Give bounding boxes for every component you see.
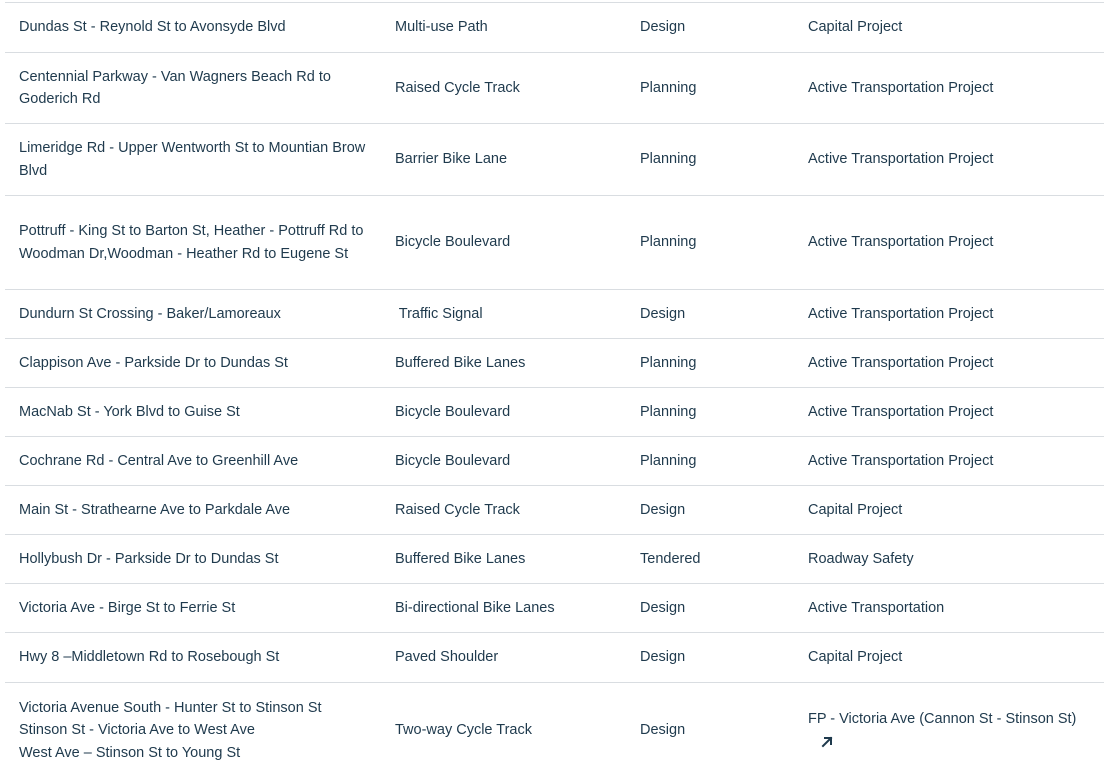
table-row — [5, 437, 1104, 486]
status-cell: Planning — [640, 234, 697, 251]
location-cell: Dundas St - Reynold St to Avonsyde Blvd — [19, 19, 286, 36]
location-cell: Hollybush Dr - Parkside Dr to Dundas St — [19, 550, 279, 567]
table-row — [5, 683, 1104, 778]
location-cell — [5, 697, 380, 765]
facility-cell: Raised Cycle Track — [395, 501, 520, 518]
facility-cell: Barrier Bike Lane — [395, 151, 508, 168]
facility-cell: Bicycle Boulevard — [395, 234, 511, 251]
projects-table — [5, 2, 1104, 778]
location-cell: Limeridge Rd - Upper Wentworth St to Mountian Brow Blvd — [19, 140, 366, 179]
location-line: West Ave – Stinson St to Young St — [19, 744, 241, 761]
table-row — [5, 584, 1104, 633]
table-row — [5, 196, 1104, 290]
status-cell: Design — [640, 305, 686, 322]
table-row — [5, 388, 1104, 437]
facility-cell: Buffered Bike Lanes — [395, 550, 526, 567]
table-row — [5, 535, 1104, 584]
status-cell: Design — [640, 599, 686, 616]
program-cell: Active Transportation Project — [808, 403, 994, 420]
facility-cell: Traffic Signal — [395, 305, 483, 322]
location-cell: Main St - Strathearne Ave to Parkdale Ave — [19, 501, 291, 518]
program-cell: Roadway Safety — [808, 550, 914, 567]
program-cell: Active Transportation Project — [808, 79, 994, 96]
program-cell: Capital Project — [808, 19, 903, 36]
table-row — [5, 633, 1104, 683]
program-cell: Capital Project — [808, 501, 903, 518]
location-cell: Cochrane Rd - Central Ave to Greenhill Ave — [19, 452, 299, 469]
facility-cell: Two-way Cycle Track — [395, 722, 532, 739]
program-cell: Capital Project — [808, 649, 903, 666]
status-cell: Planning — [640, 151, 697, 168]
program-cell: Active Transportation Project — [808, 452, 994, 469]
location-line: Stinson St - Victoria Ave to West Ave — [19, 722, 255, 739]
program-cell — [793, 708, 1104, 753]
facility-cell: Multi-use Path — [395, 19, 488, 36]
program-link-label: FP - Victoria Ave (Cannon St - Stinson St) — [808, 711, 1077, 727]
table-row — [5, 290, 1104, 339]
facility-cell: Buffered Bike Lanes — [395, 354, 526, 371]
location-cell: Dundurn St Crossing - Baker/Lamoreaux — [19, 305, 281, 322]
table-row — [5, 486, 1104, 535]
location-cell: Victoria Ave - Birge St to Ferrie St — [19, 599, 236, 616]
program-link[interactable] — [808, 711, 1076, 750]
status-cell: Design — [640, 649, 686, 666]
location-cell: Clappison Ave - Parkside Dr to Dundas St — [19, 354, 288, 371]
facility-cell: Bicycle Boulevard — [395, 452, 511, 469]
program-cell: Active Transportation Project — [808, 234, 994, 251]
location-cell: Centennial Parkway - Van Wagners Beach Rd to Goderich Rd — [19, 68, 331, 107]
facility-cell: Raised Cycle Track — [395, 79, 520, 96]
facility-cell: Bicycle Boulevard — [395, 403, 511, 420]
table-row — [5, 124, 1104, 196]
facility-cell: Bi-directional Bike Lanes — [395, 599, 555, 616]
status-cell: Tendered — [640, 550, 701, 567]
table-row — [5, 339, 1104, 388]
program-cell: Active Transportation Project — [808, 305, 994, 322]
location-line: Victoria Avenue South - Hunter St to Stinson St — [19, 699, 322, 716]
program-cell: Active Transportation Project — [808, 151, 994, 168]
external-link-arrow-icon — [820, 735, 834, 749]
status-cell: Planning — [640, 452, 697, 469]
table-row — [5, 3, 1104, 53]
status-cell: Planning — [640, 79, 697, 96]
program-cell: Active Transportation Project — [808, 354, 994, 371]
status-cell: Design — [640, 722, 686, 739]
program-cell: Active Transportation — [808, 599, 945, 616]
location-cell: Pottruff - King St to Barton St, Heather - Pottruff Rd to Woodman Dr,Woodman - Heather Rd to Eugene St — [19, 223, 364, 262]
status-cell: Design — [640, 19, 686, 36]
status-cell: Planning — [640, 403, 697, 420]
status-cell: Planning — [640, 354, 697, 371]
facility-cell: Paved Shoulder — [395, 649, 499, 666]
status-cell: Design — [640, 501, 686, 518]
location-cell: Hwy 8 –Middletown Rd to Rosebough St — [19, 649, 280, 666]
table-row — [5, 53, 1104, 124]
location-cell: MacNab St - York Blvd to Guise St — [19, 403, 240, 420]
